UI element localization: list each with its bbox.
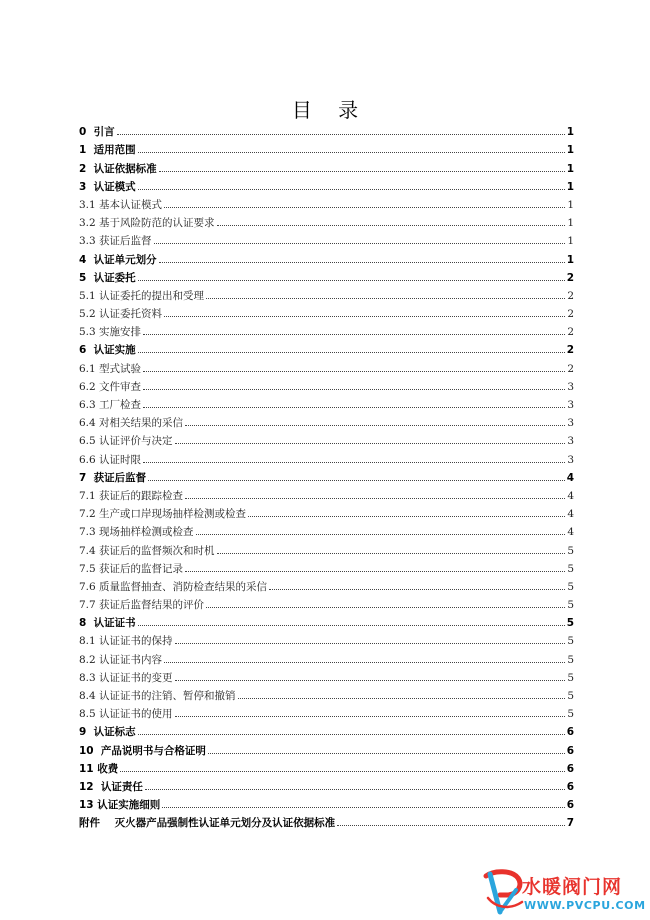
toc-entry-page-number: 6 <box>566 762 574 775</box>
toc-dot-leader <box>138 624 565 626</box>
toc-entry-label: 7.6 质量监督抽查、消防检查结果的采信 <box>79 580 268 593</box>
toc-entry-label: 10 产品说明书与合格证明 <box>79 744 206 757</box>
toc-entry-page-number: 1 <box>567 198 574 211</box>
toc-entry-label: 8.4 认证证书的注销、暂停和撤销 <box>79 690 236 702</box>
toc-dot-leader <box>143 406 565 408</box>
toc-dot-leader <box>206 297 565 299</box>
toc-entry-page-number: 2 <box>566 271 574 284</box>
toc-entry[interactable] <box>79 558 574 576</box>
toc-dot-leader <box>337 824 565 826</box>
toc-entry-label: 12 认证责任 <box>79 780 143 793</box>
toc-entry-page-number: 4 <box>566 471 574 484</box>
toc-entry-label: 0 引言 <box>79 126 115 139</box>
toc-dot-leader <box>164 206 565 208</box>
toc-entry-page-number: 4 <box>567 508 574 521</box>
toc-dot-leader <box>138 279 565 281</box>
toc-entry-page-number: 1 <box>567 235 574 248</box>
toc-entry[interactable] <box>79 376 574 394</box>
page-title: 目 录 <box>291 98 369 122</box>
toc-entry[interactable] <box>79 176 574 194</box>
toc-entry-page-number: 5 <box>567 653 574 666</box>
toc-entry-label: 9 认证标志 <box>79 726 136 739</box>
toc-entry[interactable] <box>79 448 574 466</box>
toc-entry[interactable] <box>79 721 574 739</box>
watermark-site-name: 水暖阀门网 <box>522 876 623 898</box>
toc-entry[interactable] <box>79 630 574 648</box>
toc-entry-label: 3.1 基本认证模式 <box>79 198 163 211</box>
toc-entry[interactable] <box>79 321 574 339</box>
toc-entry-label: 6.4 对相关结果的采信 <box>79 417 184 430</box>
toc-entry-label: 7.1 获证后的跟踪检查 <box>79 489 184 502</box>
toc-dot-leader <box>138 351 565 353</box>
toc-entry-label: 1 适用范围 <box>79 144 136 157</box>
toc-dot-leader <box>217 552 566 554</box>
toc-entry-page-number: 5 <box>567 599 574 612</box>
toc-entry[interactable] <box>79 485 574 503</box>
toc-dot-leader <box>143 461 565 463</box>
toc-entry-page-number: 1 <box>566 126 574 139</box>
toc-dot-leader <box>175 679 566 681</box>
toc-entry[interactable] <box>79 121 574 139</box>
pv-logo-icon <box>482 868 526 918</box>
toc-dot-leader <box>175 715 566 717</box>
toc-entry-page-number: 1 <box>566 162 574 175</box>
toc-entry[interactable] <box>79 794 574 812</box>
toc-dot-leader <box>206 606 565 608</box>
toc-dot-leader <box>148 479 565 481</box>
toc-dot-leader <box>175 642 566 644</box>
toc-entry[interactable] <box>79 212 574 230</box>
toc-entry-page-number: 7 <box>566 817 574 830</box>
toc-entry[interactable] <box>79 758 574 776</box>
toc-entry-label: 11 收费 <box>79 762 119 775</box>
toc-entry-label: 6.5 认证评价与决定 <box>79 435 173 448</box>
toc-entry[interactable] <box>79 157 574 175</box>
toc-entry[interactable] <box>79 194 574 212</box>
toc-entry-page-number: 1 <box>566 253 574 266</box>
toc-entry-label: 6.3 工厂检查 <box>79 399 142 411</box>
toc-dot-leader <box>185 424 565 426</box>
toc-entry[interactable] <box>79 648 574 666</box>
toc-entry-label: 5.3 实施安排 <box>79 326 142 339</box>
toc-dot-leader <box>164 661 565 663</box>
toc-entry-label: 7.2 生产或口岸现场抽样检测或检查 <box>79 508 247 521</box>
toc-entry-page-number: 1 <box>567 217 574 230</box>
toc-entry[interactable] <box>79 467 574 485</box>
toc-entry[interactable] <box>79 248 574 266</box>
toc-entry-label: 3.2 基于风险防范的认证要求 <box>79 217 215 230</box>
toc-entry-page-number: 3 <box>567 380 574 393</box>
toc-dot-leader <box>208 752 565 754</box>
toc-entry-label: 6 认证实施 <box>79 344 136 357</box>
toc-entry-label: 8.2 认证证书内容 <box>79 653 163 666</box>
toc-entry[interactable] <box>79 776 574 794</box>
toc-dot-leader <box>138 151 565 153</box>
toc-entry-page-number: 2 <box>567 362 574 375</box>
toc-entry-page-number: 1 <box>566 144 574 157</box>
toc-entry-page-number: 4 <box>567 526 574 539</box>
toc-entry[interactable] <box>79 594 574 612</box>
toc-dot-leader <box>138 733 565 735</box>
toc-dot-leader <box>196 533 566 535</box>
toc-entry-page-number: 3 <box>567 399 574 411</box>
toc-entry-page-number: 5 <box>567 690 574 702</box>
toc-entry[interactable] <box>79 303 574 321</box>
toc-dot-leader <box>117 133 565 135</box>
toc-dot-leader <box>185 570 565 572</box>
toc-dot-leader <box>269 588 565 590</box>
toc-entry[interactable] <box>79 739 574 757</box>
toc-entry-page-number: 2 <box>566 344 574 357</box>
toc-entry-page-number: 2 <box>567 289 574 302</box>
toc-entry-page-number: 3 <box>567 417 574 430</box>
toc-entry[interactable] <box>79 703 574 721</box>
toc-entry-label: 2 认证依据标准 <box>79 162 157 175</box>
toc-entry-page-number: 1 <box>566 180 574 193</box>
toc-entry[interactable] <box>79 230 574 248</box>
toc-dot-leader <box>248 515 565 517</box>
toc-dot-leader <box>143 388 565 390</box>
toc-entry[interactable] <box>79 394 574 412</box>
table-of-contents <box>79 121 574 830</box>
toc-dot-leader <box>145 788 565 790</box>
toc-dot-leader <box>159 170 565 172</box>
toc-entry-label: 6.6 认证时限 <box>79 453 142 466</box>
toc-entry-label: 附件 灭火器产品强制性认证单元划分及认证依据标准 <box>79 817 336 830</box>
toc-entry[interactable] <box>79 812 574 830</box>
toc-entry-label: 6.1 型式试验 <box>79 362 142 375</box>
toc-entry-page-number: 3 <box>567 453 574 466</box>
toc-entry-page-number: 6 <box>566 780 574 793</box>
toc-dot-leader <box>143 370 565 372</box>
toc-dot-leader <box>164 315 565 317</box>
toc-entry[interactable] <box>79 503 574 521</box>
toc-entry[interactable] <box>79 685 574 703</box>
toc-dot-leader <box>238 697 566 699</box>
watermark-site-url: WWW.PVCPU.COM <box>524 899 646 912</box>
toc-entry-label: 8.3 认证证书的变更 <box>79 671 173 684</box>
toc-entry-label: 5 认证委托 <box>79 271 136 284</box>
toc-entry-page-number: 6 <box>566 744 574 757</box>
toc-entry-label: 6.2 文件审查 <box>79 380 142 393</box>
toc-entry-label: 5.2 认证委托资料 <box>79 308 163 321</box>
toc-dot-leader <box>185 497 565 499</box>
toc-entry-label: 3 认证模式 <box>79 180 136 193</box>
toc-entry[interactable] <box>79 139 574 157</box>
toc-dot-leader <box>143 333 565 335</box>
toc-entry-page-number: 2 <box>567 326 574 339</box>
toc-entry-page-number: 5 <box>567 580 574 593</box>
toc-entry-label: 13 认证实施细则 <box>79 799 161 812</box>
toc-entry-page-number: 4 <box>567 489 574 502</box>
toc-entry-label: 8.1 认证证书的保持 <box>79 635 173 648</box>
toc-entry-page-number: 5 <box>567 635 574 648</box>
toc-entry-label: 5.1 认证委托的提出和受理 <box>79 289 205 302</box>
toc-entry[interactable] <box>79 612 574 630</box>
toc-entry[interactable] <box>79 339 574 357</box>
toc-entry-page-number: 5 <box>567 708 574 721</box>
toc-entry-label: 7.5 获证后的监督记录 <box>79 562 184 575</box>
toc-entry-label: 7.4 获证后的监督频次和时机 <box>79 544 215 557</box>
toc-entry[interactable] <box>79 539 574 557</box>
toc-entry-page-number: 5 <box>567 562 574 575</box>
toc-entry-label: 8.5 认证证书的使用 <box>79 708 173 721</box>
toc-dot-leader <box>162 806 564 808</box>
toc-entry-page-number: 3 <box>567 435 574 448</box>
toc-entry[interactable] <box>79 430 574 448</box>
toc-entry-label: 7 获证后监督 <box>79 471 147 484</box>
toc-entry-page-number: 6 <box>566 726 574 739</box>
toc-entry[interactable] <box>79 357 574 375</box>
toc-entry-label: 7.3 现场抽样检测或检查 <box>79 526 194 539</box>
toc-entry[interactable] <box>79 521 574 539</box>
toc-entry[interactable] <box>79 667 574 685</box>
toc-entry-page-number: 6 <box>566 799 574 812</box>
toc-entry-page-number: 5 <box>567 544 574 557</box>
toc-entry-label: 7.7 获证后监督结果的评价 <box>79 599 205 612</box>
watermark <box>482 868 650 920</box>
toc-entry-label: 4 认证单元划分 <box>79 253 157 266</box>
toc-entry-label: 3.3 获证后监督 <box>79 235 152 248</box>
toc-entry-page-number: 5 <box>566 617 574 630</box>
toc-dot-leader <box>159 261 565 263</box>
toc-dot-leader <box>217 224 566 226</box>
toc-entry-label: 8 认证证书 <box>79 617 136 630</box>
toc-entry[interactable] <box>79 267 574 285</box>
toc-entry-page-number: 2 <box>567 308 574 321</box>
toc-entry[interactable] <box>79 285 574 303</box>
toc-dot-leader <box>175 442 566 444</box>
toc-entry[interactable] <box>79 412 574 430</box>
toc-dot-leader <box>120 770 564 772</box>
toc-dot-leader <box>138 188 565 190</box>
toc-entry[interactable] <box>79 576 574 594</box>
toc-entry-page-number: 5 <box>567 671 574 684</box>
toc-dot-leader <box>154 242 566 244</box>
